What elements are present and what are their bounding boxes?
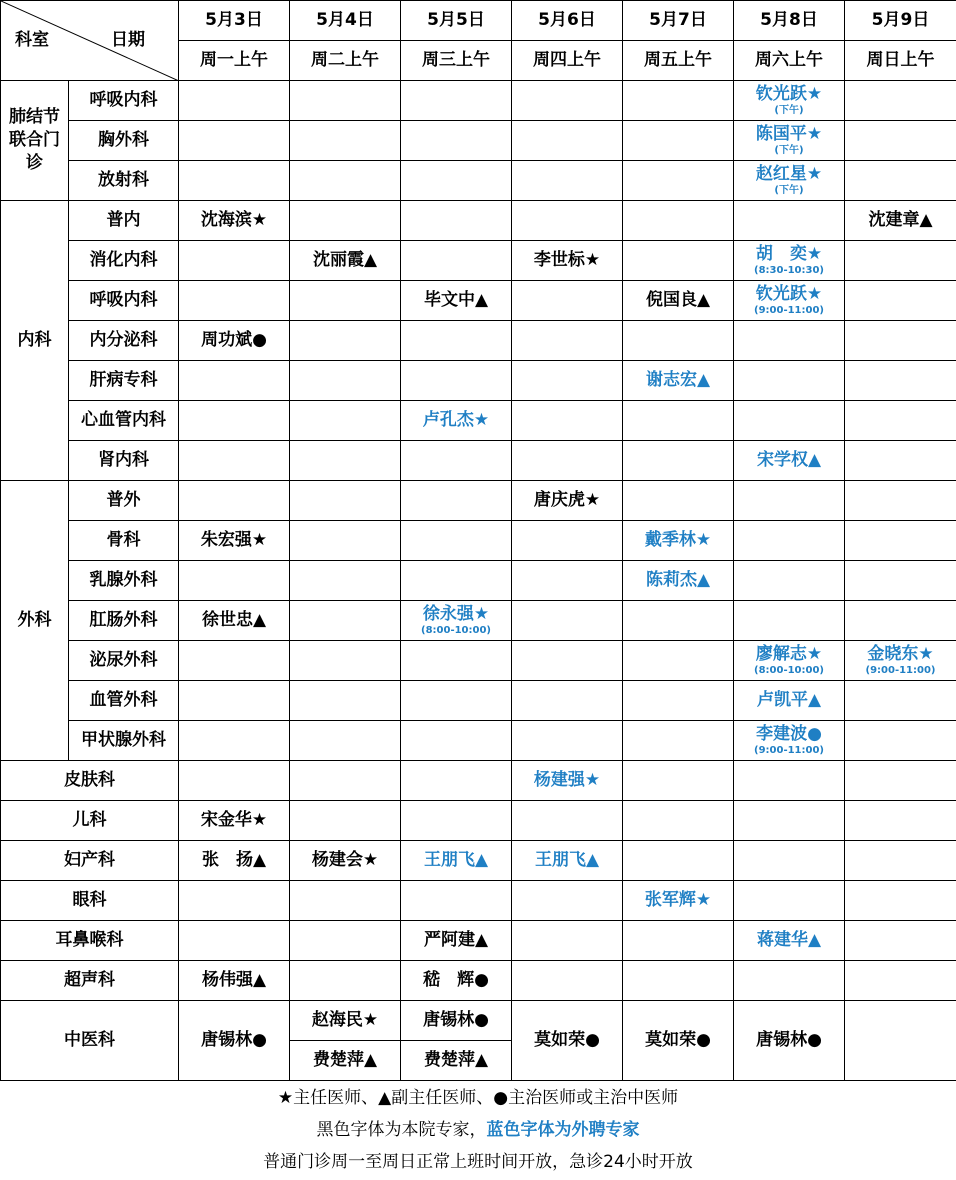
schedule-cell: 杨建强★ [512, 761, 623, 801]
schedule-cell: 费楚萍▲ [401, 1041, 512, 1081]
schedule-cell: 金晓东★ (9:00-11:00) [845, 641, 956, 681]
schedule-cell: 卢凯平▲ [734, 681, 845, 721]
dept-name: 呼吸内科 [69, 281, 179, 321]
corner-dept-label: 科室 [15, 30, 49, 50]
schedule-cell: 赵海民★ [290, 1001, 401, 1041]
dept-name: 泌尿外科 [69, 641, 179, 681]
schedule-cell: 王朋飞▲ [512, 841, 623, 881]
dept-name: 甲状腺外科 [69, 721, 179, 761]
dept-name: 普外 [69, 481, 179, 521]
date-header: 5月4日 [290, 1, 401, 41]
schedule-cell: 张军辉★ [623, 881, 734, 921]
dept-name: 眼科 [1, 881, 179, 921]
date-header: 5月6日 [512, 1, 623, 41]
dept-name: 血管外科 [69, 681, 179, 721]
schedule-cell: 李世标★ [512, 241, 623, 281]
schedule-cell: 宋学权▲ [734, 441, 845, 481]
schedule-cell: 廖解志★ (8:00-10:00) [734, 641, 845, 681]
dept-name: 肝病专科 [69, 361, 179, 401]
dept-name: 皮肤科 [1, 761, 179, 801]
dept-name: 超声科 [1, 961, 179, 1001]
dept-name: 骨科 [69, 521, 179, 561]
schedule-cell: 蒋建华▲ [734, 921, 845, 961]
weekday-header: 周日上午 [845, 41, 956, 81]
schedule-cell: 徐世忠▲ [179, 601, 290, 641]
weekday-header: 周三上午 [401, 41, 512, 81]
weekday-header: 周一上午 [179, 41, 290, 81]
group-surgery: 外科 [1, 481, 69, 761]
date-header: 5月9日 [845, 1, 956, 41]
dept-name: 妇产科 [1, 841, 179, 881]
schedule-cell: 赵红星★ (下午) [734, 161, 845, 201]
dept-name: 乳腺外科 [69, 561, 179, 601]
schedule-cell: 唐锡林● [179, 1001, 290, 1081]
dept-name: 呼吸内科 [69, 81, 179, 121]
schedule-cell: 沈丽霞▲ [290, 241, 401, 281]
dept-name: 耳鼻喉科 [1, 921, 179, 961]
schedule-cell: 沈海滨★ [179, 201, 290, 241]
corner-date-label: 日期 [111, 30, 145, 50]
dept-name: 胸外科 [69, 121, 179, 161]
schedule-cell: 朱宏强★ [179, 521, 290, 561]
schedule-cell: 谢志宏▲ [623, 361, 734, 401]
schedule-cell: 倪国良▲ [623, 281, 734, 321]
schedule-cell: 宋金华★ [179, 801, 290, 841]
dept-name: 消化内科 [69, 241, 179, 281]
note-internal: 黑色字体为本院专家， [316, 1120, 487, 1140]
dept-name: 心血管内科 [69, 401, 179, 441]
schedule-cell: 杨建会★ [290, 841, 401, 881]
date-header: 5月5日 [401, 1, 512, 41]
dept-name: 放射科 [69, 161, 179, 201]
schedule-cell: 徐永强★ (8:00-10:00) [401, 601, 512, 641]
header-corner [1, 1, 179, 81]
weekday-header: 周二上午 [290, 41, 401, 81]
schedule-cell: 陈莉杰▲ [623, 561, 734, 601]
schedule-cell: 张 扬▲ [179, 841, 290, 881]
schedule-cell: 胡 奕★ (8:30-10:30) [734, 241, 845, 281]
schedule-cell: 毕文中▲ [401, 281, 512, 321]
schedule-cell: 戴季林★ [623, 521, 734, 561]
dept-name: 普内 [69, 201, 179, 241]
schedule-cell: 钦光跃★ (9:00-11:00) [734, 281, 845, 321]
legend-line: ★主任医师、▲副主任医师、●主治医师或主治中医师 [277, 1088, 679, 1108]
dept-name: 肾内科 [69, 441, 179, 481]
schedule-cell: 卢孔杰★ [401, 401, 512, 441]
note-external: 蓝色字体为外聘专家 [486, 1120, 640, 1140]
schedule-cell: 嵇 辉● [401, 961, 512, 1001]
schedule-cell: 周功斌● [179, 321, 290, 361]
schedule-cell: 莫如荣● [512, 1001, 623, 1081]
schedule-cell: 李建波● (9:00-11:00) [734, 721, 845, 761]
dept-name: 儿科 [1, 801, 179, 841]
hours-line: 普通门诊周一至周日正常上班时间开放，急诊24小时开放 [263, 1152, 693, 1172]
schedule-cell: 钦光跃★ (下午) [734, 81, 845, 121]
group-lung-nodule: 肺结节联合门诊 [1, 81, 69, 201]
weekday-header: 周六上午 [734, 41, 845, 81]
schedule-cell: 沈建章▲ [845, 201, 956, 241]
dept-name: 中医科 [1, 1001, 179, 1081]
date-header: 5月3日 [179, 1, 290, 41]
schedule-cell: 唐锡林● [734, 1001, 845, 1081]
schedule-cell: 杨伟强▲ [179, 961, 290, 1001]
schedule-cell: 严阿建▲ [401, 921, 512, 961]
footer-notes [0, 1082, 956, 1178]
weekday-header: 周四上午 [512, 41, 623, 81]
schedule-cell: 唐庆虎★ [512, 481, 623, 521]
group-internal: 内科 [1, 201, 69, 481]
date-header: 5月7日 [623, 1, 734, 41]
weekday-header: 周五上午 [623, 41, 734, 81]
date-header: 5月8日 [734, 1, 845, 41]
dept-name: 内分泌科 [69, 321, 179, 361]
schedule-cell: 陈国平★ (下午) [734, 121, 845, 161]
schedule-cell: 王朋飞▲ [401, 841, 512, 881]
dept-name: 肛肠外科 [69, 601, 179, 641]
schedule-cell: 唐锡林● [401, 1001, 512, 1041]
schedule-cell: 费楚萍▲ [290, 1041, 401, 1081]
color-note-line [0, 1114, 956, 1146]
schedule-cell: 莫如荣● [623, 1001, 734, 1081]
